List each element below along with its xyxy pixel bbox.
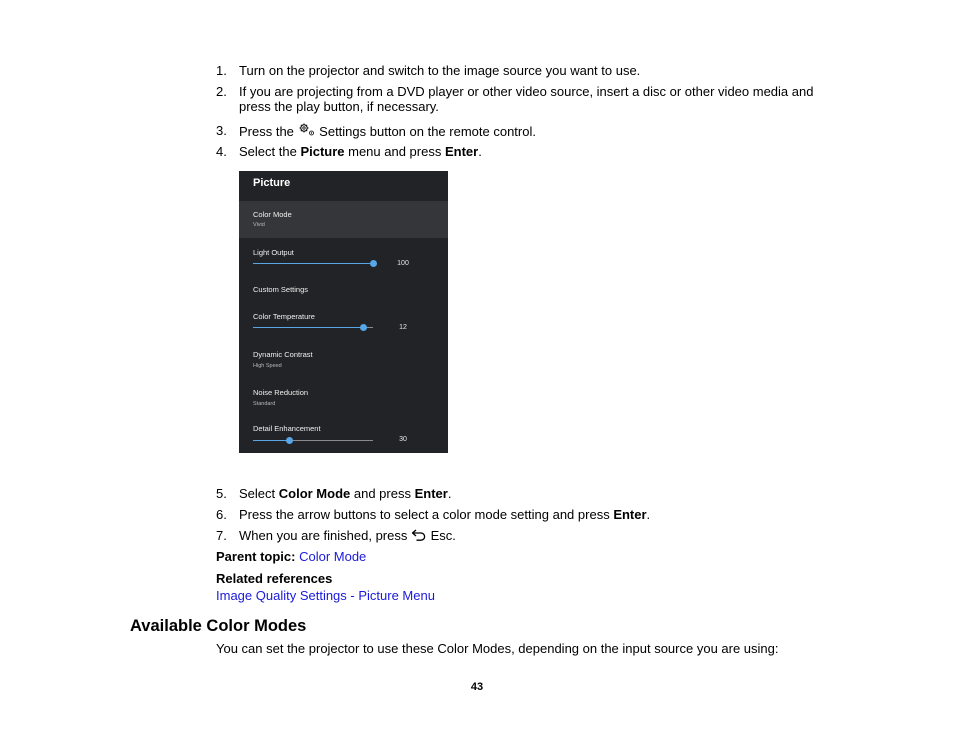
- menu-item-noise-reduction[interactable]: [239, 383, 448, 419]
- step-text-post: Settings button on the remote control.: [319, 124, 536, 139]
- menu-item-light-output[interactable]: [239, 239, 448, 275]
- slider-knob[interactable]: [370, 260, 377, 267]
- key-name: Enter: [613, 507, 647, 522]
- step-number: 6.: [216, 507, 227, 522]
- section-heading: Available Color Modes: [130, 617, 307, 635]
- step-text-pre: Select: [239, 486, 279, 501]
- menu-item-custom-settings[interactable]: [239, 276, 448, 308]
- step-text: If you are projecting from a DVD player or other video source, insert a disc or other video media and press the play button, if necessary.: [239, 84, 814, 114]
- step-text-post: .: [478, 144, 482, 159]
- step-text: [239, 123, 839, 140]
- step-text: Turn on the projector and switch to the image source you want to use.: [239, 63, 641, 78]
- related-references-heading: [216, 571, 332, 586]
- slider-track[interactable]: [253, 263, 373, 264]
- slider-fill: [253, 440, 289, 441]
- step-number: 3.: [216, 123, 227, 138]
- menu-item-dynamic-contrast[interactable]: [239, 345, 448, 381]
- slider-knob[interactable]: [360, 324, 367, 331]
- menu-name: Picture: [300, 144, 345, 159]
- menu-item-label: Color Temperature: [253, 312, 315, 321]
- step-text-pre: When you are finished, press: [239, 528, 408, 543]
- section-body: You can set the projector to use these Color Modes, depending on the input source you are using:: [216, 641, 779, 656]
- menu-item-label: Noise Reduction: [253, 388, 309, 397]
- menu-item-detail-enhancement[interactable]: [239, 420, 448, 453]
- step-text: [239, 507, 839, 522]
- step-text-mid: menu and press: [344, 144, 445, 159]
- step-text: [239, 486, 839, 501]
- menu-item-value: Vivid: [253, 222, 265, 228]
- key-name: Enter: [414, 486, 448, 501]
- menu-item-label: Custom Settings: [253, 285, 309, 294]
- parent-topic: [216, 549, 366, 564]
- step-text-pre: Select the: [239, 144, 301, 159]
- key-name: Enter: [444, 144, 479, 159]
- menu-item-label: Dynamic Contrast: [253, 350, 313, 359]
- page-number: 43: [470, 681, 484, 693]
- menu-item-value: Standard: [253, 401, 276, 407]
- parent-topic-link[interactable]: Color Mode: [299, 549, 367, 564]
- parent-topic-label: Parent topic:: [216, 549, 296, 564]
- menu-item-color-mode[interactable]: [239, 201, 448, 238]
- step-text: [239, 144, 839, 159]
- slider-track[interactable]: [253, 440, 373, 441]
- menu-item-value: High Speed: [253, 363, 282, 369]
- slider-fill: [253, 327, 363, 328]
- step-number: 1.: [216, 63, 227, 78]
- step-number: 5.: [216, 486, 227, 501]
- step-number: 4.: [216, 144, 227, 159]
- setting-name: Color Mode: [278, 486, 351, 501]
- menu-title: Picture: [253, 177, 291, 189]
- slider-knob[interactable]: [286, 437, 293, 444]
- step-text-post: .: [447, 486, 452, 501]
- menu-item-label: Color Mode: [253, 210, 292, 219]
- menu-item-label: Light Output: [253, 248, 294, 257]
- step-text-pre: Press the arrow buttons to select a color mode setting and press: [239, 507, 614, 522]
- menu-item-color-temperature[interactable]: [239, 308, 448, 344]
- related-references-label: Related references: [216, 571, 333, 586]
- picture-menu-screenshot: [239, 171, 448, 453]
- settings-gear-icon: [298, 123, 316, 140]
- step-text-post: .: [646, 507, 651, 522]
- slider-value: 100: [397, 260, 409, 267]
- menu-item-label: Detail Enhancement: [253, 424, 321, 433]
- slider-track[interactable]: [253, 327, 373, 328]
- slider-value: 12: [399, 324, 407, 331]
- step-text: [239, 528, 839, 544]
- slider-value: 30: [399, 436, 407, 443]
- slider-fill: [253, 263, 373, 264]
- step-number: 2.: [216, 84, 227, 99]
- back-arrow-icon: [411, 529, 427, 544]
- step-number: 7.: [216, 528, 227, 543]
- related-reference-link[interactable]: Image Quality Settings - Picture Menu: [216, 588, 435, 603]
- step-text-post: Esc.: [430, 528, 456, 543]
- step-text-pre: Press the: [239, 124, 294, 139]
- step-text-mid: and press: [350, 486, 415, 501]
